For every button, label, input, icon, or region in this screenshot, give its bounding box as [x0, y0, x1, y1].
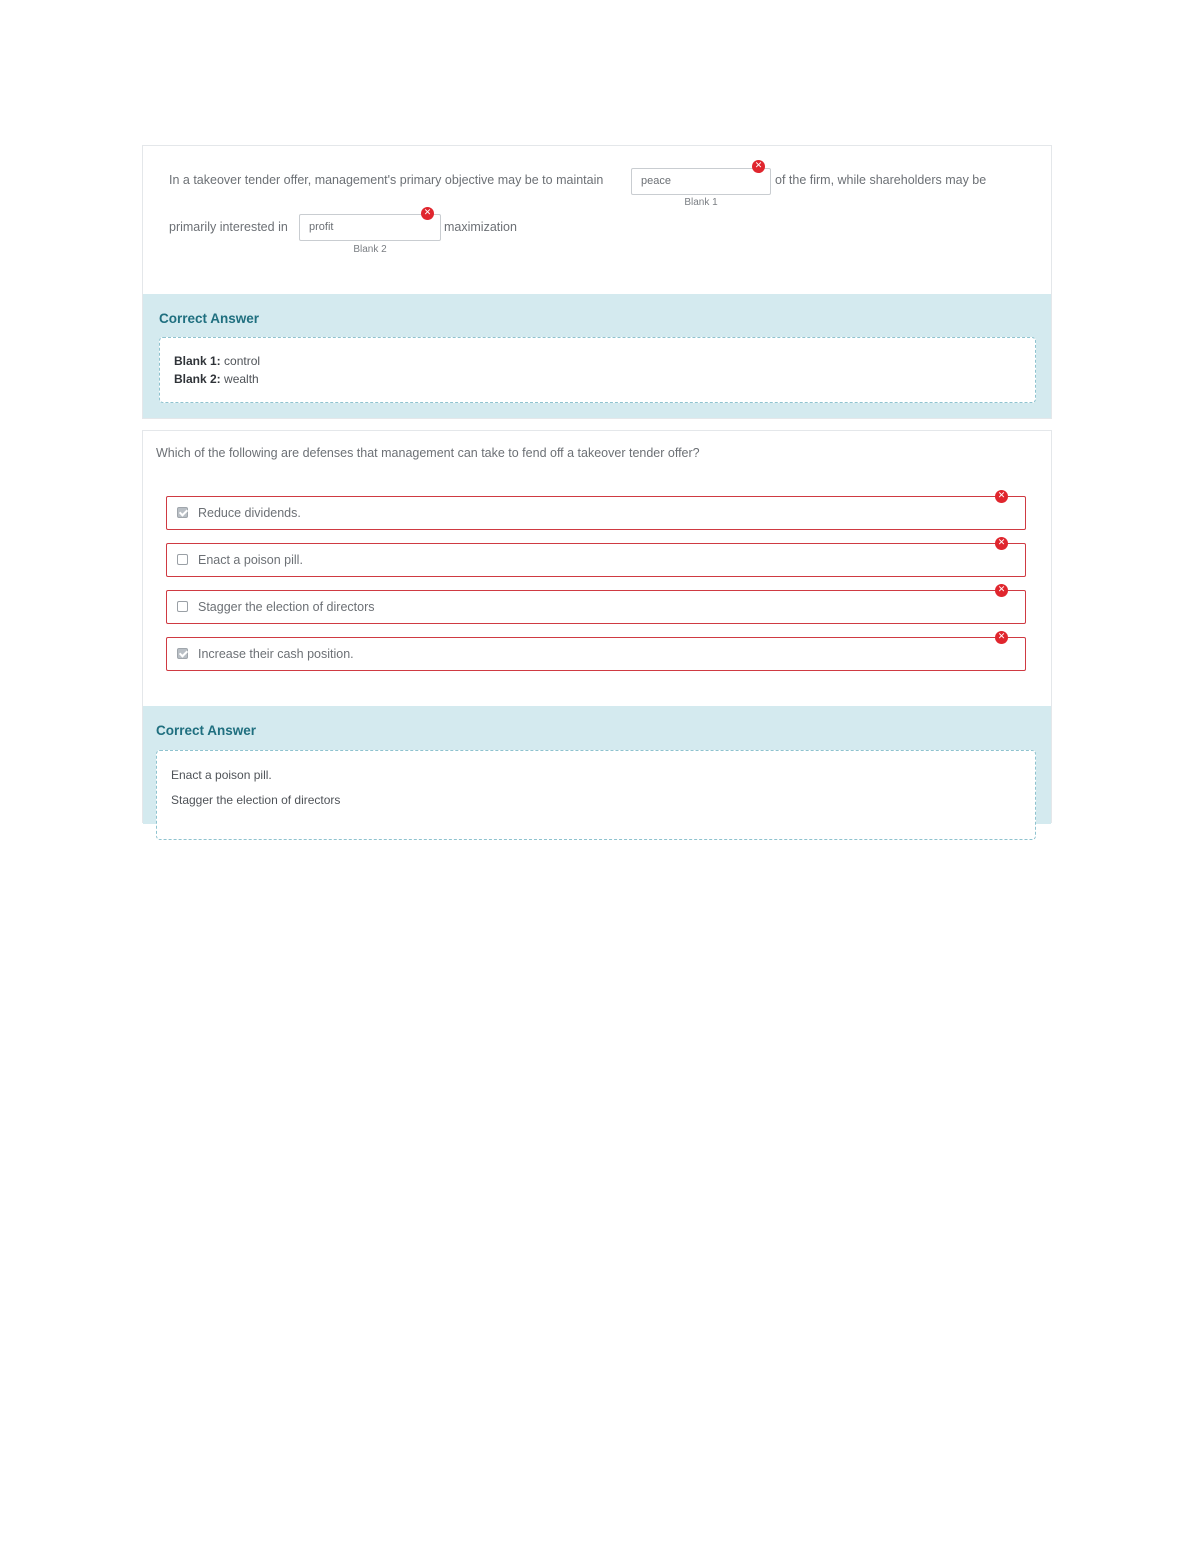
option-label: Enact a poison pill.	[198, 553, 303, 567]
answer-value: wealth	[224, 372, 259, 386]
answer-label: Blank 1:	[174, 354, 221, 368]
blank-2-label: Blank 2	[353, 244, 387, 255]
x-circle-icon: ✕	[995, 584, 1008, 597]
x-circle-icon: ✕	[995, 490, 1008, 503]
answer-option[interactable]	[166, 632, 1026, 671]
x-circle-icon: ✕	[752, 160, 765, 173]
blank-2-input[interactable]: profit	[299, 214, 441, 241]
question-card-multi-select	[142, 430, 1052, 823]
question-text-part1: In a takeover tender offer, management's primary objective may be to maintain	[169, 173, 604, 187]
checkbox-icon[interactable]	[177, 648, 188, 659]
question-text-part2: of the firm, while shareholders may be	[775, 173, 987, 187]
checkbox-icon[interactable]	[177, 601, 188, 612]
correct-answer-item: Enact a poison pill.	[171, 768, 272, 782]
answer-label: Blank 2:	[174, 372, 221, 386]
x-circle-icon: ✕	[421, 207, 434, 220]
answer-option[interactable]	[166, 538, 1026, 577]
correct-answer-panel	[143, 706, 1051, 824]
correct-answer-box	[156, 750, 1036, 840]
x-circle-icon: ✕	[995, 631, 1008, 644]
correct-answer-blank-2	[174, 372, 259, 386]
option-label: Stagger the election of directors	[198, 600, 375, 614]
answer-option[interactable]	[166, 491, 1026, 530]
x-circle-icon: ✕	[995, 537, 1008, 550]
answer-value: control	[224, 354, 261, 368]
option-label: Reduce dividends.	[198, 506, 301, 520]
checkbox-icon[interactable]	[177, 507, 188, 518]
question-text: Which of the following are defenses that management can take to fend off a takeover tender offer?	[156, 446, 700, 460]
answer-option[interactable]	[166, 585, 1026, 624]
blank-1-input[interactable]: peace	[631, 168, 771, 195]
correct-answer-box	[159, 337, 1036, 403]
checkbox-icon[interactable]	[177, 554, 188, 565]
correct-answer-blank-1	[174, 354, 260, 368]
blank-1-label: Blank 1	[684, 197, 718, 208]
question-text-part4: maximization	[444, 220, 517, 234]
correct-answer-title: Correct Answer	[159, 311, 260, 326]
correct-answer-panel	[143, 294, 1051, 418]
option-label: Increase their cash position.	[198, 647, 354, 661]
question-card-fill-blank	[142, 145, 1052, 419]
correct-answer-title: Correct Answer	[156, 723, 257, 738]
correct-answer-item: Stagger the election of directors	[171, 793, 341, 807]
question-text-part3: primarily interested in	[169, 220, 288, 234]
